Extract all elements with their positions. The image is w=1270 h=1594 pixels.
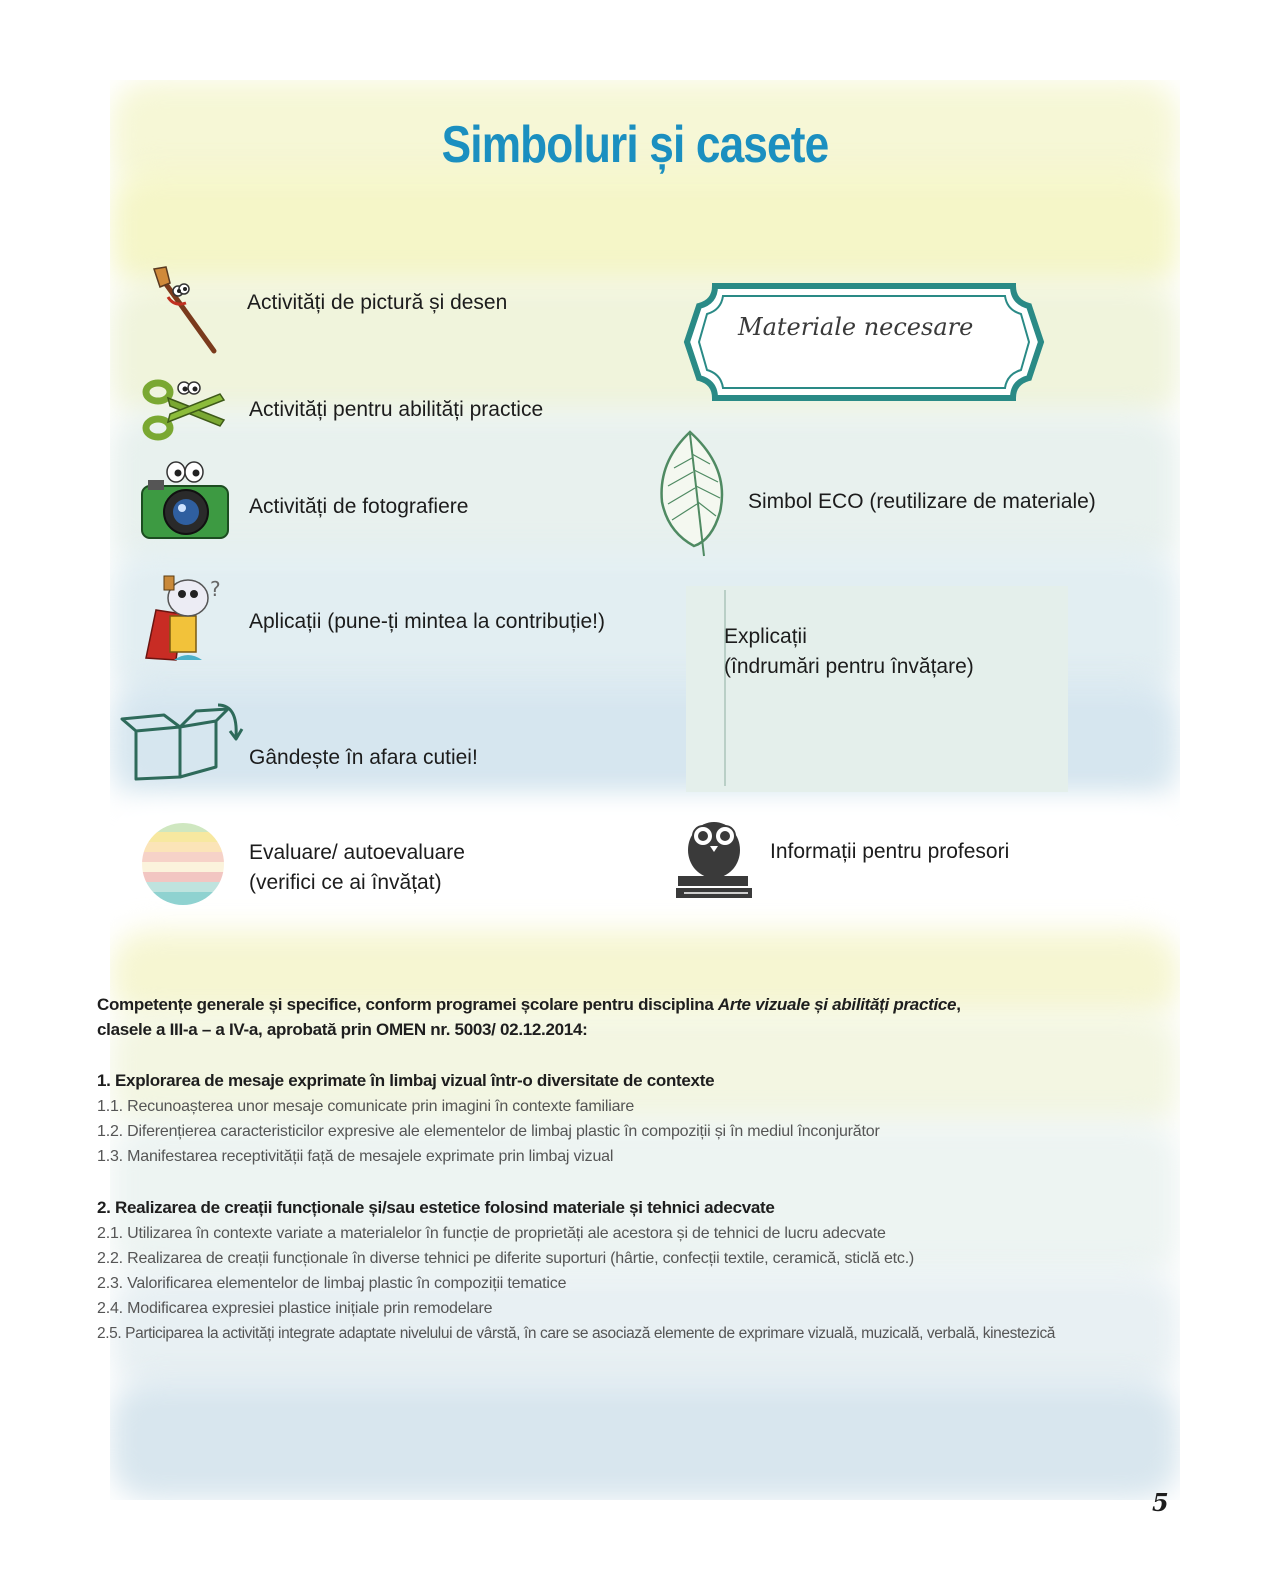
symbol-teachers-label: Informații pentru profesori bbox=[770, 840, 1010, 863]
materials-label: Materiale necesare bbox=[738, 313, 974, 341]
materials-frame bbox=[683, 282, 1045, 402]
symbol-applications-label: Aplicații (pune-ți mintea la contribuție!) bbox=[249, 610, 605, 633]
camera-icon bbox=[138, 460, 234, 542]
competence-item: 2.1. Utilizarea în contexte variate a materialelor în funcție de proprietăți ale acestora și de tehnici de lucru adecvate bbox=[97, 1225, 886, 1242]
competence-item: 1.1. Recunoașterea unor mesaje comunicate prin imagini în contexte familiare bbox=[97, 1098, 635, 1115]
competence-item: 2.4. Modificarea expresiei plastice inițiale prin remodelare bbox=[97, 1300, 493, 1317]
competence-group-heading: 1. Explorarea de mesaje exprimate în limbaj vizual într-o diversitate de contexte bbox=[97, 1071, 715, 1090]
competence-group-heading: 2. Realizarea de creații funcționale și/sau estetice folosind materiale și tehnici adecvate bbox=[97, 1198, 775, 1217]
symbol-photo-label: Activități de fotografiere bbox=[249, 495, 469, 518]
owl-on-books-icon bbox=[672, 814, 756, 902]
explanations-box bbox=[686, 586, 1068, 792]
symbol-evaluation-line1: Evaluare/ autoevaluare bbox=[249, 841, 465, 864]
page-title: Simboluri și casete bbox=[441, 116, 829, 174]
scissors-icon bbox=[140, 372, 230, 447]
eco-leaf-icon bbox=[656, 428, 730, 560]
competence-item: 2.3. Valorificarea elementelor de limbaj plastic în compoziții tematice bbox=[97, 1275, 567, 1292]
competence-item: 2.5. Participarea la activități integrate adaptate nivelului de vârstă, în care se asociază elemente de exprimare vizuală, muzicală, verbală, kinestezică bbox=[97, 1325, 1056, 1342]
symbol-practical-label: Activități pentru abilități practice bbox=[249, 398, 544, 421]
competences-section bbox=[97, 992, 1177, 1346]
symbol-outside-box-label: Gândește în afara cutiei! bbox=[249, 746, 478, 769]
competences-intro: Competențe generale și specifice, conform programei școlare pentru disciplina Arte vizuale și abilități practice, bbox=[97, 995, 961, 1014]
competences-intro-line2: clasele a III-a – a IV-a, aprobată prin OMEN nr. 5003/ 02.12.2014: bbox=[97, 1020, 588, 1039]
page-number: 5 bbox=[1152, 1488, 1169, 1517]
explanations-line1: Explicații bbox=[724, 625, 807, 648]
competence-item: 1.3. Manifestarea receptivității față de mesajele exprimate prin limbaj vizual bbox=[97, 1148, 614, 1165]
competence-item: 1.2. Diferențierea caracteristicilor expresive ale elementelor de limbaj plastic în compoziții și în mediul înconjurător bbox=[97, 1123, 880, 1140]
symbol-painting-label: Activități de pictură și desen bbox=[247, 291, 508, 314]
explanations-divider bbox=[724, 590, 726, 786]
explanations-line2: (îndrumări pentru învățare) bbox=[724, 655, 974, 678]
svg-text:?: ? bbox=[210, 577, 221, 601]
symbol-eco-label: Simbol ECO (reutilizare de materiale) bbox=[748, 490, 1096, 513]
paintbrush-icon bbox=[148, 265, 228, 360]
competence-item: 2.2. Realizarea de creații funcționale în diverse tehnici pe diferite suporturi (hârtie, confecții textile, ceramică, sticlă etc.) bbox=[97, 1250, 915, 1267]
symbol-evaluation-line2: (verifici ce ai învățat) bbox=[249, 871, 442, 894]
open-box-icon bbox=[118, 697, 244, 783]
evaluation-circle-icon bbox=[141, 822, 225, 906]
thinking-character-icon bbox=[136, 570, 226, 665]
